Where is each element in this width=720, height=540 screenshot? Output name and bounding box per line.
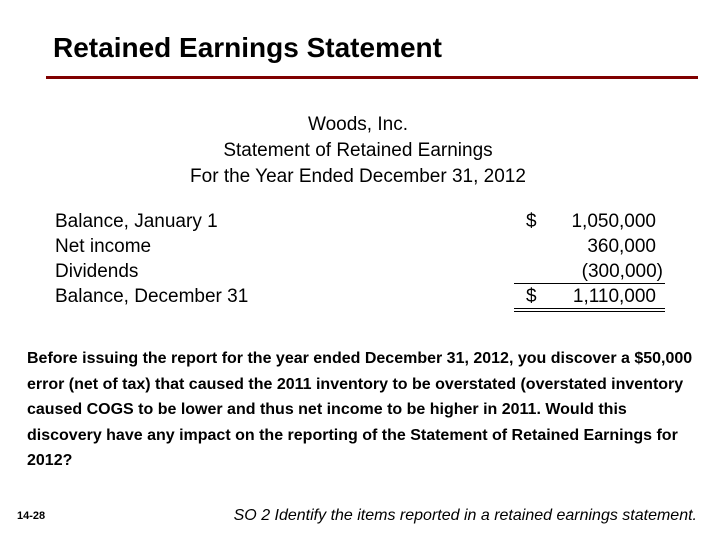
row-amount-balance-dec: 1,110,000 — [572, 286, 656, 307]
company-name: Woods, Inc. — [308, 114, 408, 135]
row-amount-net-income: 360,000 — [587, 236, 656, 257]
study-objective: SO 2 Identify the items reported in a retained earnings statement. — [233, 507, 697, 524]
row-currency-balance-dec: $ — [526, 286, 537, 307]
statement-period: For the Year Ended December 31, 2012 — [190, 166, 526, 187]
statement-header — [160, 112, 556, 190]
row-currency-balance-jan: $ — [526, 211, 537, 232]
row-label-balance-jan: Balance, January 1 — [55, 211, 218, 232]
row-label-balance-dec: Balance, December 31 — [55, 286, 249, 307]
row-amount-balance-jan: 1,050,000 — [571, 211, 656, 232]
page-number: 14-28 — [17, 510, 46, 522]
slide-title: Retained Earnings Statement — [53, 32, 442, 63]
title-divider — [46, 76, 698, 79]
statement-name: Statement of Retained Earnings — [223, 140, 493, 161]
subtotal-rule — [514, 283, 665, 284]
row-label-net-income: Net income — [55, 236, 152, 257]
question-text: Before issuing the report for the year ended December 31, 2012, you discover a $50,000 error (net of tax) that caused the 2011 inventory to be overstated (overstated inventory caused COGS to be lower and thus net income to be higher in 2011. Would this discovery have any impact on the reporting of the Statement of Retained Earnings for 2012? — [27, 350, 693, 469]
row-amount-dividends: (300,000) — [581, 261, 663, 282]
row-label-dividends: Dividends — [55, 261, 139, 282]
total-double-rule-top — [514, 308, 665, 309]
total-double-rule-bottom — [514, 311, 665, 312]
